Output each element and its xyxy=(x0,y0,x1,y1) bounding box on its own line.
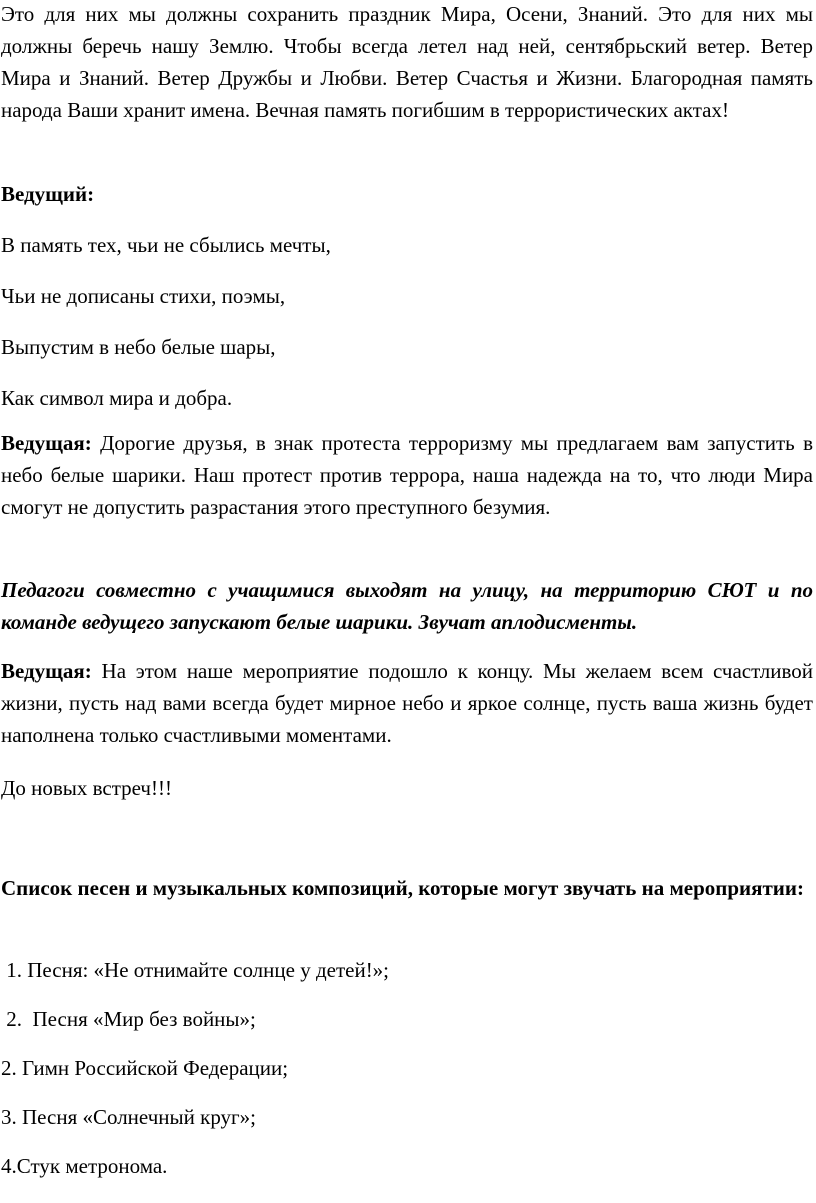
song-list-item: 1. Песня: «Не отнимайте солнце у детей!»; xyxy=(1,958,390,982)
farewell-text: До новых встреч!!! xyxy=(1,776,172,800)
poem-line: Как символ мира и добра. xyxy=(1,386,233,410)
poem-line: Выпустим в небо белые шары, xyxy=(1,335,276,359)
song-list-item: 2. Гимн Российской Федерации; xyxy=(1,1056,289,1080)
stage-direction: Педагоги совместно с учащимися выходят на улицу, на территорию СЮТ и по команде ведущего запускают белые шарики. Звучат аплодисменты. xyxy=(1,578,813,634)
presenter-speech-2 xyxy=(1,655,813,751)
speech-text: На этом наше мероприятие подошло к концу. Мы желаем всем счастливой жизни, пусть над вами всегда будет мирное небо и яркое солнце, пусть ваша жизнь будет наполнена только счастливыми моментами. xyxy=(1,659,814,747)
speech-text: Дорогие друзья, в знак протеста терроризму мы предлагаем вам запустить в небо белые шарики. Наш протест против террора, наша надежда на то, что люди Мира смогут не допустить разрастания этого преступного безумия. xyxy=(1,431,814,519)
song-list-item: 2. Песня «Мир без войны»; xyxy=(1,1007,256,1031)
song-list-item: 3. Песня «Солнечный круг»; xyxy=(1,1105,256,1129)
poem-line: Чьи не дописаны стихи, поэмы, xyxy=(1,284,286,308)
songs-heading: Список песен и музыкальных композиций, которые могут звучать на мероприятии: xyxy=(1,876,805,900)
speaker-label-presenter-female: Ведущая: xyxy=(1,659,92,683)
presenter-speech-1 xyxy=(1,427,813,523)
song-list-item: 4.Стук метронома. xyxy=(1,1154,168,1178)
speaker-label-presenter-female: Ведущая: xyxy=(1,431,92,455)
speaker-label-presenter-male: Ведущий: xyxy=(1,182,95,206)
poem-line: В память тех, чьи не сбылись мечты, xyxy=(1,233,331,257)
intro-paragraph: Это для них мы должны сохранить праздник Мира, Осени, Знаний. Это для них мы должны беречь нашу Землю. Чтобы всегда летел над ней, сентябрьский ветер. Ветер Мира и Знаний. Ветер Дружбы и Любви. Ветер Счастья и Жизни. Благородная память народа Ваши хранит имена. Вечная память погибшим в террористических актах! xyxy=(1,2,813,122)
